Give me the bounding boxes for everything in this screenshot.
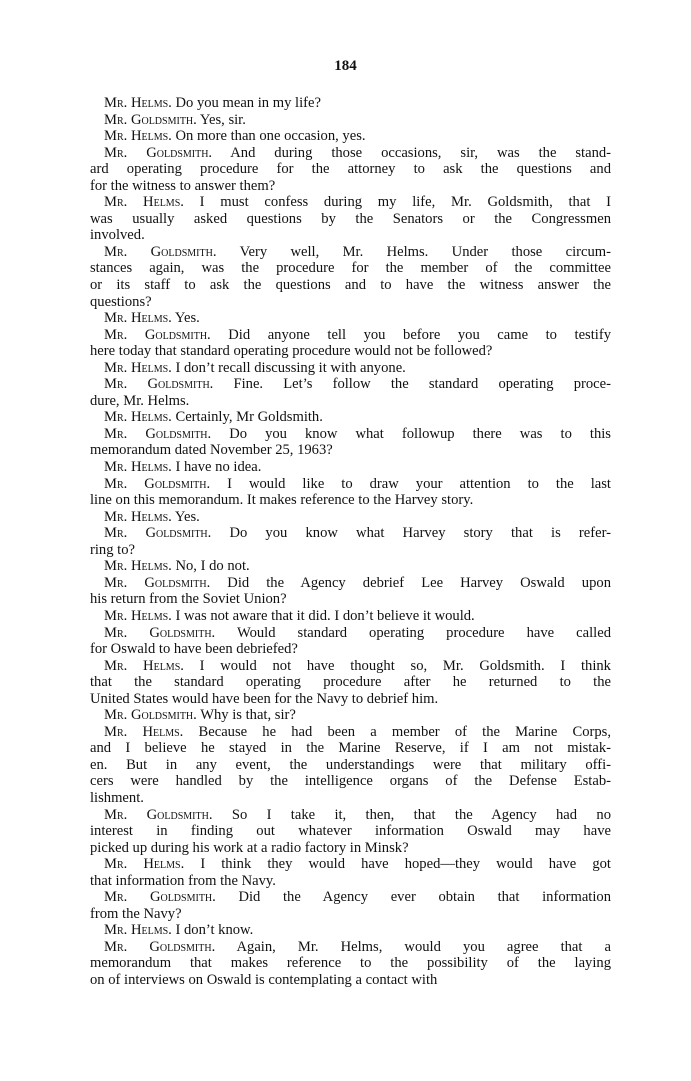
transcript-paragraph	[90, 409, 611, 426]
line-text: that information from the Navy.	[90, 872, 276, 889]
transcript-line	[90, 409, 611, 426]
speaker-name: Mr. Goldsmith.	[104, 574, 211, 591]
line-text: Do you know what followup there was to this	[229, 425, 611, 442]
transcript-line	[90, 393, 611, 410]
line-text: for the witness to answer them?	[90, 177, 276, 194]
transcript-line	[90, 145, 611, 162]
transcript-line	[90, 442, 611, 459]
speaker-name: Mr. Goldsmith.	[104, 376, 214, 393]
line-text: lishment.	[90, 789, 144, 806]
transcript-line	[90, 906, 611, 923]
line-text: and I believe he stayed in the Marine Reserve, if I am not mistak-	[90, 740, 611, 757]
transcript-paragraph	[90, 128, 611, 145]
transcript-line	[90, 591, 611, 608]
line-text: Did the Agency debrief Lee Harvey Oswald upon	[227, 574, 611, 591]
transcript-line	[90, 575, 611, 592]
line-text: Did the Agency ever obtain that information	[238, 889, 612, 906]
transcript-line	[90, 294, 611, 311]
transcript-line	[90, 260, 611, 277]
page-number	[0, 58, 691, 75]
line-text: I was not aware that it did. I don’t believe it would.	[175, 607, 475, 624]
speaker-name: Mr. Helms.	[104, 657, 184, 674]
line-text: en. But in any event, the understandings were that military offi-	[90, 756, 611, 773]
transcript-paragraph	[90, 922, 611, 939]
line-text: Did anyone tell you before you came to testify	[228, 326, 612, 343]
speaker-name: Mr. Goldsmith.	[104, 707, 197, 724]
transcript-line	[90, 542, 611, 559]
speaker-name: Mr. Helms.	[104, 95, 172, 111]
transcript-line	[90, 310, 611, 327]
speaker-name: Mr. Goldsmith.	[104, 624, 216, 641]
line-text: involved.	[90, 227, 145, 244]
line-text: Yes.	[174, 508, 200, 525]
line-text: from the Navy?	[90, 905, 182, 922]
speaker-name: Mr. Helms.	[104, 922, 172, 939]
speaker-name: Mr. Helms.	[104, 723, 184, 740]
speaker-name: Mr. Helms.	[104, 607, 172, 624]
transcript-line	[90, 476, 611, 493]
line-text: Yes.	[174, 310, 200, 327]
transcript-paragraph	[90, 658, 611, 708]
speaker-name: Mr. Helms.	[104, 409, 172, 426]
transcript-line	[90, 955, 611, 972]
speaker-name: Mr. Goldsmith.	[104, 889, 216, 906]
transcript-paragraph	[90, 724, 611, 807]
transcript-line	[90, 492, 611, 509]
line-text: dure, Mr. Helms.	[90, 392, 190, 409]
transcript-line	[90, 211, 611, 228]
line-text: I don’t recall discussing it with anyone.	[175, 359, 406, 376]
transcript-paragraph	[90, 889, 611, 922]
line-text: United States would have been for the Navy to debrief him.	[90, 690, 439, 707]
speaker-name: Mr. Helms.	[104, 128, 172, 145]
line-text: Because he had been a member of the Marine Corps,	[198, 723, 611, 740]
line-text: stances again, was the procedure for the member of the committee	[90, 260, 611, 277]
transcript-line	[90, 525, 611, 542]
transcript-line	[90, 939, 611, 956]
transcript-line	[90, 178, 611, 195]
transcript-paragraph	[90, 807, 611, 857]
speaker-name: Mr. Helms.	[104, 359, 172, 376]
transcript-line	[90, 227, 611, 244]
transcript-paragraph	[90, 112, 611, 129]
speaker-name: Mr. Goldsmith.	[104, 475, 211, 492]
speaker-name: Mr. Goldsmith.	[104, 425, 212, 442]
line-text: I would not have thought so, Mr. Goldsmith. I think	[199, 657, 611, 674]
line-text: So I take it, then, that the Agency had no	[231, 806, 611, 823]
transcript-line	[90, 608, 611, 625]
transcript-line	[90, 376, 611, 393]
transcript-paragraph	[90, 575, 611, 608]
transcript-paragraph	[90, 856, 611, 889]
transcript-line	[90, 112, 611, 129]
line-text: line on this memorandum. It makes reference to the Harvey story.	[90, 492, 474, 509]
transcript-line	[90, 343, 611, 360]
transcript-line	[90, 889, 611, 906]
line-text: for Oswald to have been debriefed?	[90, 641, 298, 658]
transcript-line	[90, 691, 611, 708]
transcript-paragraph	[90, 310, 611, 327]
transcript-paragraph	[90, 327, 611, 360]
line-text: No, I do not.	[175, 558, 250, 575]
speaker-name: Mr. Helms.	[104, 310, 172, 327]
transcript-line	[90, 327, 611, 344]
line-text: On more than one occasion, yes.	[175, 128, 366, 145]
transcript-line	[90, 658, 611, 675]
line-text: I don’t know.	[175, 922, 254, 939]
speaker-name: Mr. Helms.	[104, 856, 185, 873]
line-text: or its staff to ask the questions and to have the witness answer the	[90, 277, 611, 294]
transcript-paragraph	[90, 608, 611, 625]
transcript-line	[90, 674, 611, 691]
transcript-line	[90, 95, 611, 112]
transcript-paragraph	[90, 360, 611, 377]
transcript-line	[90, 459, 611, 476]
line-text: I must confess during my life, Mr. Goldsmith, that I	[199, 194, 611, 211]
transcript-line	[90, 740, 611, 757]
line-text: his return from the Soviet Union?	[90, 591, 287, 608]
transcript-line	[90, 128, 611, 145]
transcript-paragraph	[90, 426, 611, 459]
line-text: Why is that, sir?	[200, 707, 296, 724]
transcript-line	[90, 856, 611, 873]
transcript-body	[90, 95, 611, 989]
transcript-line	[90, 641, 611, 658]
transcript-line	[90, 707, 611, 724]
transcript-line	[90, 757, 611, 774]
line-text: Fine. Let’s follow the standard operating proce-	[233, 376, 611, 393]
transcript-paragraph	[90, 625, 611, 658]
transcript-paragraph	[90, 939, 611, 989]
transcript-line	[90, 161, 611, 178]
speaker-name: Mr. Goldsmith.	[104, 111, 197, 128]
transcript-paragraph	[90, 145, 611, 195]
line-text: interest in finding out whatever information Oswald may have	[90, 823, 611, 840]
line-text: Yes, sir.	[199, 111, 246, 128]
transcript-paragraph	[90, 707, 611, 724]
speaker-name: Mr. Goldsmith.	[104, 326, 211, 343]
line-text: I think they would have hoped—they would have got	[200, 856, 611, 873]
transcript-line	[90, 922, 611, 939]
line-text: that the standard operating procedure after he returned to the	[90, 674, 611, 691]
transcript-line	[90, 625, 611, 642]
transcript-line	[90, 972, 611, 989]
speaker-name: Mr. Helms.	[104, 558, 172, 575]
transcript-line	[90, 873, 611, 890]
line-text: here today that standard operating procedure would not be followed?	[90, 343, 493, 360]
line-text: I would like to draw your attention to the last	[227, 475, 611, 492]
transcript-paragraph	[90, 95, 611, 112]
transcript-line	[90, 790, 611, 807]
line-text: Would standard operating procedure have called	[236, 624, 611, 641]
speaker-name: Mr. Goldsmith.	[104, 144, 213, 161]
speaker-name: Mr. Helms.	[104, 459, 172, 476]
line-text: ard operating procedure for the attorney to ask the questions and	[90, 161, 611, 178]
speaker-name: Mr. Goldsmith.	[104, 525, 212, 542]
transcript-line	[90, 773, 611, 790]
line-text: questions?	[90, 293, 152, 310]
transcript-paragraph	[90, 244, 611, 310]
line-text: was usually asked questions by the Senators or the Congressmen	[90, 210, 611, 227]
line-text: memorandum dated November 25, 1963?	[90, 442, 333, 459]
speaker-name: Mr. Helms.	[104, 194, 184, 211]
transcript-line	[90, 277, 611, 294]
speaker-name: Mr. Goldsmith.	[104, 243, 217, 260]
transcript-paragraph	[90, 558, 611, 575]
speaker-name: Mr. Helms.	[104, 508, 172, 525]
transcript-paragraph	[90, 525, 611, 558]
transcript-paragraph	[90, 509, 611, 526]
line-text: memorandum that makes reference to the possibility of the laying	[90, 955, 611, 972]
speaker-name: Mr. Goldsmith.	[104, 938, 216, 955]
transcript-line	[90, 194, 611, 211]
speaker-name: Mr. Goldsmith.	[104, 806, 213, 823]
line-text: ring to?	[90, 541, 135, 558]
transcript-line	[90, 360, 611, 377]
line-text: Do you mean in my life?	[175, 95, 321, 111]
transcript-line	[90, 558, 611, 575]
line-text: on of interviews on Oswald is contemplating a contact with	[90, 971, 438, 988]
line-text: Do you know what Harvey story that is refer-	[229, 525, 611, 542]
transcript-paragraph	[90, 376, 611, 409]
transcript-line	[90, 840, 611, 857]
transcript-paragraph	[90, 194, 611, 244]
transcript-line	[90, 823, 611, 840]
transcript-line	[90, 244, 611, 261]
transcript-line	[90, 807, 611, 824]
transcript-line	[90, 509, 611, 526]
line-text: Certainly, Mr Goldsmith.	[175, 409, 323, 426]
transcript-line	[90, 724, 611, 741]
page-number-text: 184	[334, 58, 357, 74]
line-text: Again, Mr. Helms, would you agree that a	[236, 938, 612, 955]
transcript-line	[90, 426, 611, 443]
transcript-paragraph	[90, 459, 611, 476]
line-text: And during those occasions, sir, was the stand-	[230, 144, 612, 161]
transcript-paragraph	[90, 476, 611, 509]
line-text: Very well, Mr. Helms. Under those circum-	[239, 243, 611, 260]
line-text: picked up during his work at a radio factory in Minsk?	[90, 839, 409, 856]
line-text: cers were handled by the intelligence organs of the Defense Estab-	[90, 773, 611, 790]
line-text: I have no idea.	[175, 459, 262, 476]
